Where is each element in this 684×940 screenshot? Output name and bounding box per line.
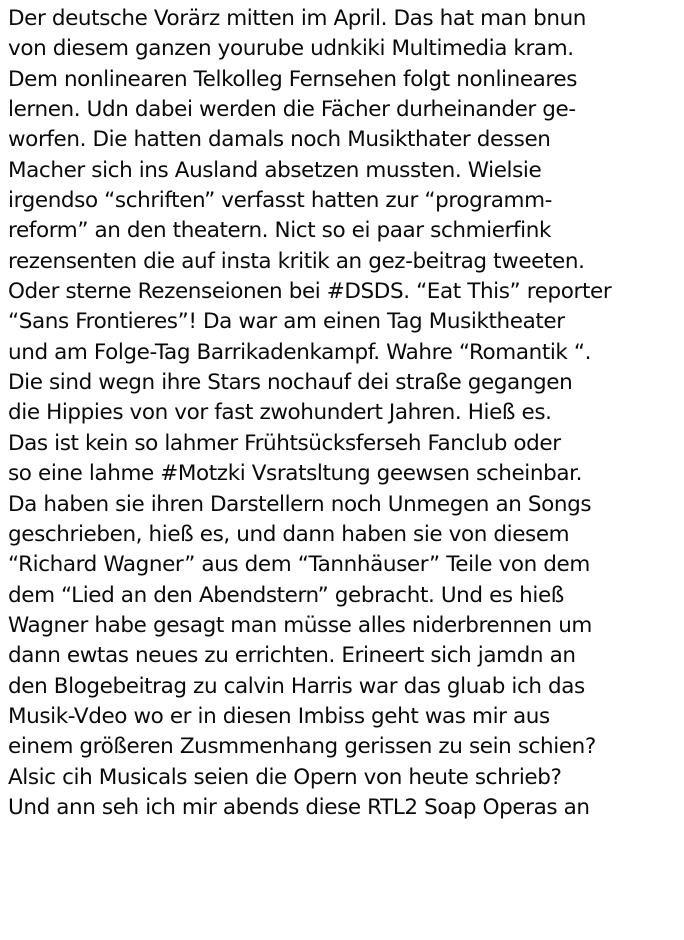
text-line: einem größeren Zusmmenhang gerissen zu sein schien? (8, 734, 596, 760)
text-line: Die sind wegn ihre Stars nochauf dei straße gegangen (8, 370, 573, 396)
text-line: die Hippies von vor fast zwohundert Jahren. Hieß es. (8, 400, 552, 426)
text-line: dem “Lied an den Abendstern” gebracht. Und es hieß (8, 582, 564, 608)
text-line: Der deutsche Vorärz mitten im April. Das hat man bnun (8, 6, 587, 31)
text-line: Dem nonlinearen Telkolleg Fernsehen folgt nonlineares (8, 66, 578, 92)
text-line: reform” an den theatern. Nict so ei paar schmierfink (8, 218, 552, 244)
text-line: Macher sich ins Ausland absetzen mussten. Wielsie (8, 157, 542, 183)
text-line: worfen. Die hatten damals noch Musikthater dessen (8, 127, 551, 153)
text-line: irgendso “schriften” verfasst hatten zur “programm- (8, 188, 552, 214)
text-line: dann ewtas neues zu errichten. Erineert sich jamdn an (8, 643, 576, 669)
text-line: “Richard Wagner” aus dem “Tannhäuser” Teile von dem (8, 552, 590, 578)
text-line: und am Folge-Tag Barrikadenkampf. Wahre “Romantik “. (8, 339, 592, 365)
text-line: Alsic cih Musicals seien die Opern von heute schrieb? (8, 764, 562, 790)
text-line: rezensenten die auf insta kritik an gez-beitrag tweeten. (8, 248, 585, 274)
text-line: Und ann seh ich mir abends diese RTL2 Soap Operas an (8, 794, 590, 820)
text-line: den Blogebeitrag zu calvin Harris war das gluab ich das (8, 673, 585, 699)
text-line: so eine lahme #Motzki Vsratsltung geewsen scheinbar. (8, 461, 583, 487)
text-line: “Sans Frontieres”! Da war am einen Tag Musiktheater (8, 309, 565, 335)
text-line: Wagner habe gesagt man müsse alles niderbrennen um (8, 612, 592, 638)
text-line: Das ist kein so lahmer Frühtsücksferseh Fanclub oder (8, 430, 561, 456)
text-line: Da haben sie ihren Darstellern noch Unmegen an Songs (8, 491, 592, 517)
text-line: Musik-Vdeo wo er in diesen Imbiss geht was mir aus (8, 703, 550, 729)
text-line: geschrieben, hieß es, und dann haben sie von diesem (8, 521, 570, 547)
text-line: Oder sterne Rezenseionen bei #DSDS. “Eat This” reporter (8, 279, 612, 305)
text-line: von diesem ganzen yourube udnkiki Multimedia kram. (8, 36, 574, 62)
body-text (8, 4, 678, 823)
text-line: lernen. Udn dabei werden die Fächer durheinander ge- (8, 97, 576, 123)
